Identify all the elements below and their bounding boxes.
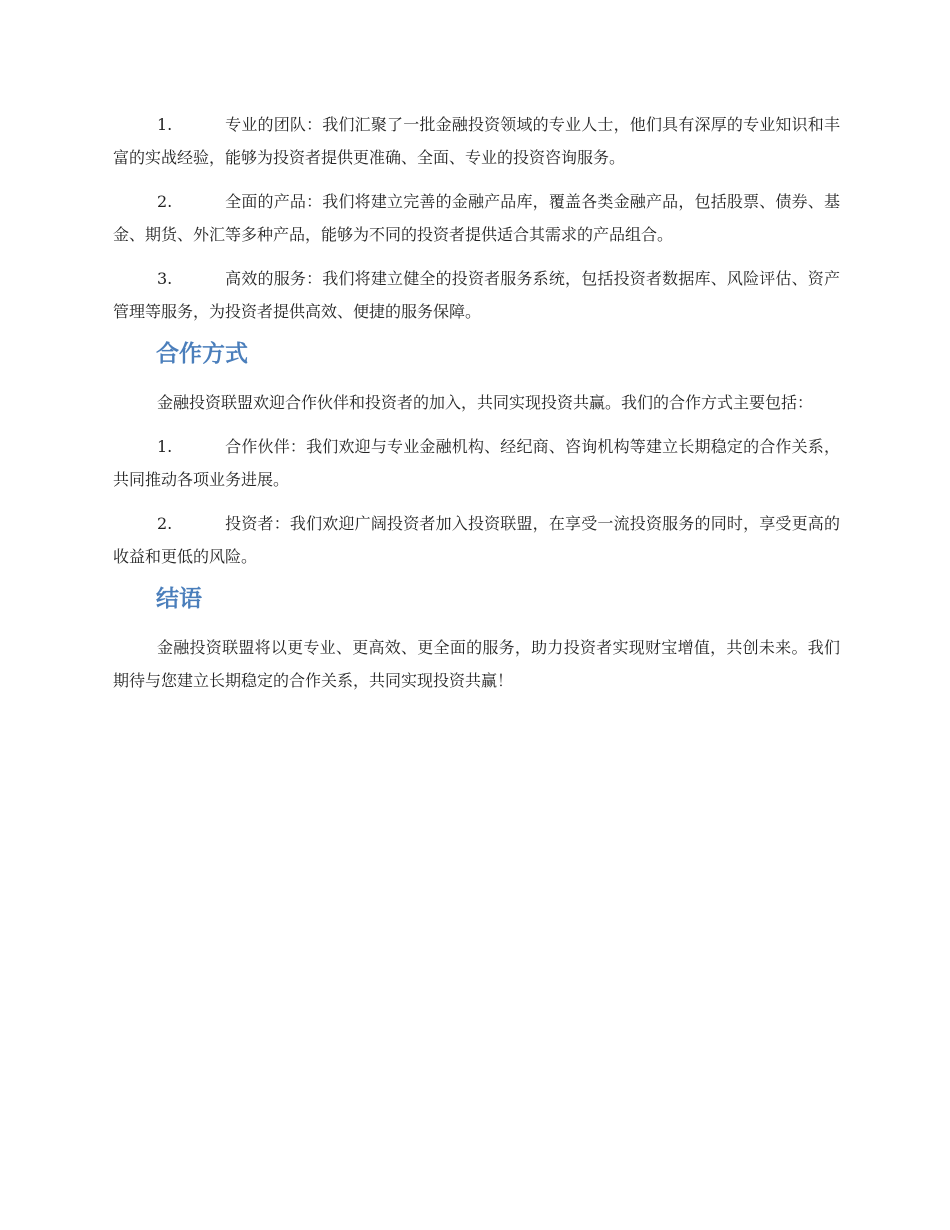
feature-list (113, 108, 840, 328)
cooperation-intro: 金融投资联盟欢迎合作伙伴和投资者的加入，共同实现投资共赢。我们的合作方式主要包括： (157, 393, 814, 412)
list-text: 投资者：我们欢迎广阔投资者加入投资联盟，在享受一流投资服务的同时，享受更高的收益和更低的风险。 (113, 514, 840, 566)
cooperation-list (113, 430, 840, 573)
feature-item-3 (113, 262, 840, 328)
section-heading-conclusion: 结语 (156, 586, 202, 612)
list-text: 合作伙伴：我们欢迎与专业金融机构、经纪商、咨询机构等建立长期稳定的合作关系，共同推动各项业务进展。 (113, 437, 840, 489)
cooperation-item-1 (113, 430, 840, 496)
section-heading-cooperation: 合作方式 (156, 341, 248, 367)
list-number: 1. (157, 437, 173, 456)
feature-item-2 (113, 185, 840, 251)
list-number: 1. (157, 115, 173, 134)
list-number: 3. (157, 269, 173, 288)
document-page (113, 108, 840, 708)
list-text: 专业的团队：我们汇聚了一批金融投资领域的专业人士，他们具有深厚的专业知识和丰富的实战经验，能够为投资者提供更准确、全面、专业的投资咨询服务。 (113, 115, 840, 167)
list-number: 2. (157, 514, 173, 533)
cooperation-item-2 (113, 507, 840, 573)
list-text: 全面的产品：我们将建立完善的金融产品库，覆盖各类金融产品，包括股票、债券、基金、期货、外汇等多种产品，能够为不同的投资者提供适合其需求的产品组合。 (113, 192, 840, 244)
conclusion-paragraph: 金融投资联盟将以更专业、更高效、更全面的服务，助力投资者实现财宝增值，共创未来。我们期待与您建立长期稳定的合作关系，共同实现投资共赢！ (113, 638, 840, 690)
list-text: 高效的服务：我们将建立健全的投资者服务系统，包括投资者数据库、风险评估、资产管理等服务，为投资者提供高效、便捷的服务保障。 (113, 269, 840, 321)
list-number: 2. (157, 192, 173, 211)
feature-item-1 (113, 108, 840, 174)
